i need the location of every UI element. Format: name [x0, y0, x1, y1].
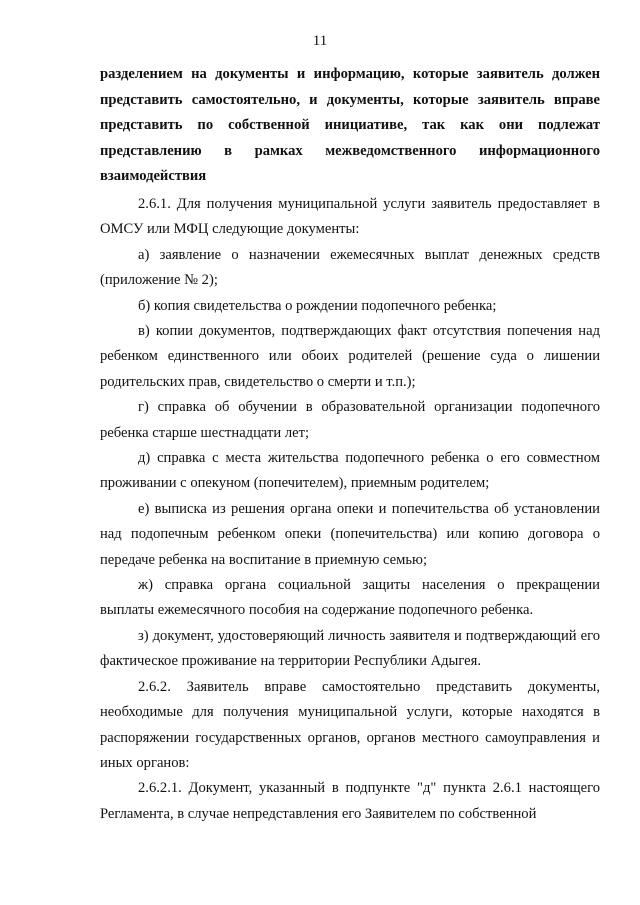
section-heading: разделением на документы и информацию, которые заявитель должен представить самостоятельно, и документы, которые заявитель вправе представить по собственной инициативе, так как они подлежат представлению в рамках межведомственного информационного взаимодействия: [100, 66, 600, 185]
list-item-zh: ж) справка органа социальной защиты населения о прекращении выплаты ежемесячного пособия на содержание подопечного ребенка.: [100, 577, 600, 619]
list-item-e: е) выписка из решения органа опеки и попечительства об установлении над подопечным ребенком опеки (попечительства) или копию договора о передаче ребенка на воспитание в приемную семью;: [100, 500, 600, 568]
list-item-d: д) справка с места жительства подопечного ребенка о его совместном проживании с опекуном (попечителем), приемным родителем;: [100, 450, 600, 492]
list-item-z: з) документ, удостоверяющий личность заявителя и подтверждающий его фактическое проживание на территории Республики Адыгея.: [100, 627, 600, 670]
paragraph-2-6-1: 2.6.1. Для получения муниципальной услуги заявитель предоставляет в ОМСУ или МФЦ следующие документы:: [100, 195, 600, 238]
document-body: [100, 62, 600, 827]
paragraph-2-6-2: 2.6.2. Заявитель вправе самостоятельно представить документы, необходимые для получения муниципальной услуги, которые находятся в распоряжении государственных органов, органов местного самоуправления и иных органов:: [100, 678, 600, 771]
list-item-v: в) копии документов, подтверждающих факт отсутствия попечения над ребенком единственного или обоих родителей (решение суда о лишении родительских прав, свидетельство о смерти и т.п.);: [100, 323, 600, 390]
list-item-g: г) справка об обучении в образовательной организации подопечного ребенка старше шестнадцати лет;: [100, 399, 600, 441]
paragraph-2-6-2-1: 2.6.2.1. Документ, указанный в подпункте "д" пункта 2.6.1 настоящего Регламента, в случае непредставления его Заявителем по собственной: [100, 780, 600, 822]
list-item-b: б) копия свидетельства о рождении подопечного ребенка;: [138, 297, 497, 314]
list-item-a: а) заявление о назначении ежемесячных выплат денежных средств (приложение № 2);: [100, 246, 600, 289]
page-number: 11: [312, 33, 328, 49]
